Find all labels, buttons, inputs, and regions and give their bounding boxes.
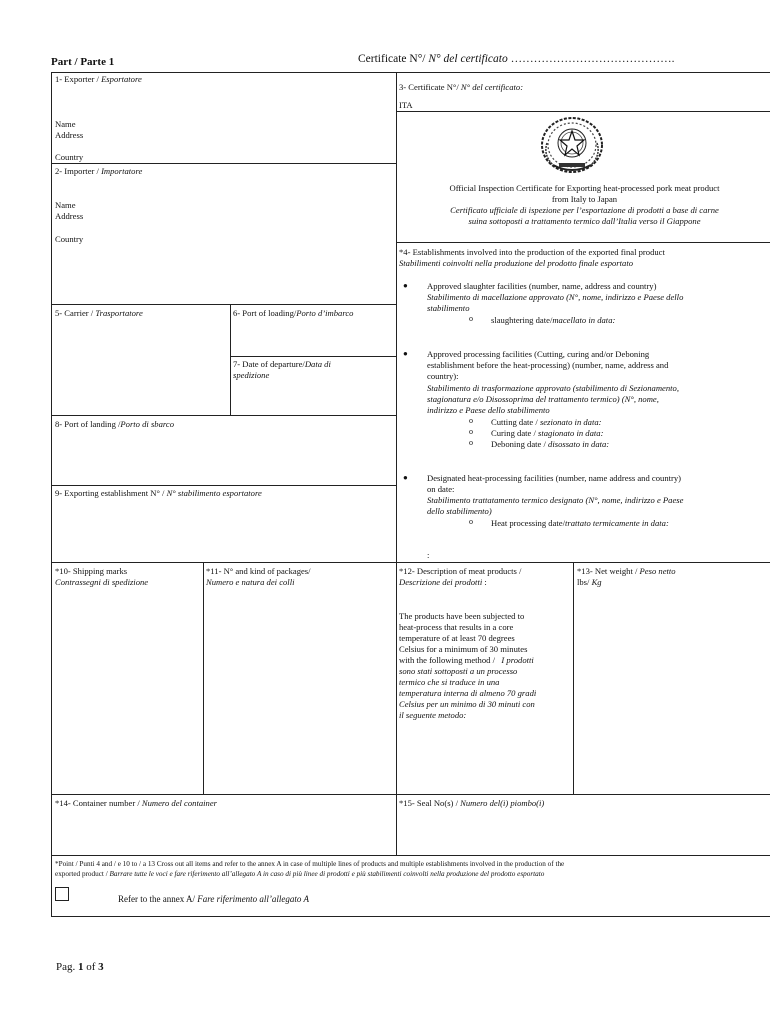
circle-bullet-icon: o <box>469 517 473 526</box>
box5-label: 5- Carrier / Trasportatore <box>55 308 143 318</box>
slaughter-facilities-en: Approved slaughter facilities (number, name, address and country) <box>427 281 657 291</box>
box1-label: 1- Exporter / Esportatore <box>55 74 142 84</box>
heat-processing-date: Heat processing date/trattato termicamente in data: <box>491 518 669 528</box>
certificate-number-header: Certificate N°/ N° del certificato ……………………………………. <box>358 53 675 65</box>
circle-bullet-icon: o <box>469 438 473 447</box>
line-6-7 <box>230 356 396 357</box>
divider-10-11 <box>203 562 204 794</box>
box2-address: Address <box>55 211 84 221</box>
bullet-icon: ● <box>403 349 408 358</box>
part-title: Part / Parte 1 <box>51 56 115 68</box>
box8-label: 8- Port of landing /Porto di sbarco <box>55 419 175 429</box>
line-8-9 <box>51 485 396 486</box>
heat-processing-facilities-en: Designated heat-processing facilities (number, name address and country) on date: <box>427 473 682 494</box>
processing-facilities-en: Approved processing facilities (Cutting, curing and/or Deboning establishment before the heat-processing) (number, name, address and country): <box>427 349 669 381</box>
slaughter-facilities-it: Stabilimento di macellazione approvato (N°, nome, indirizzo e Paese dello stabilimento <box>427 292 684 313</box>
deboning-date: Deboning date / disossato in data: <box>491 439 610 449</box>
curing-date: Curing date / stagionato in data: <box>491 428 604 438</box>
box7-label: 7- Date of departure/Data di spedizione <box>233 359 331 380</box>
certificate-title-it: Certificato ufficiale di ispezione per l’esportazione di prodotti a base di carne suina sottoposti a trattamento termico dall’Italia verso il Giappone <box>450 205 719 226</box>
box6-label: 6- Port of loading/Porto d’imbarco <box>233 308 354 318</box>
line-1-2 <box>51 163 396 164</box>
line-5-8 <box>51 415 396 416</box>
processing-facilities-it: Stabilimento di trasformazione approvato (stabilimento di Sezionamento, stagionatura e/o Disossoprima del trattamento termico) (N°, nome, indirizzo e Paese dello stabilimento <box>427 383 679 415</box>
line-title-4 <box>396 242 770 243</box>
line-13-14 <box>51 794 770 795</box>
cutting-date: Cutting date / sezionato in data: <box>491 417 602 427</box>
box3-value: ITA <box>399 100 413 110</box>
divider-12-13 <box>573 562 574 794</box>
box13-label: *13- Net weight / Peso netto lbs/ Kg <box>577 566 676 587</box>
box2-name: Name <box>55 200 76 210</box>
line-14-note <box>51 855 770 856</box>
box10-label: *10- Shipping marks Contrassegni di spedizione <box>55 566 149 587</box>
slaughtering-date: slaughtering date/macellato in data: <box>491 315 616 325</box>
box3-label: 3- Certificate N°/ N° del certificato: <box>399 82 524 92</box>
line-9-10 <box>51 562 770 563</box>
circle-bullet-icon: o <box>469 314 473 323</box>
divider-5-6 <box>230 304 231 415</box>
box4-label-it: Stabilimenti coinvolti nella produzione del prodotto finale esportato <box>399 258 633 268</box>
circle-bullet-icon: o <box>469 427 473 436</box>
box14-label: *14- Container number / Numero del container <box>55 798 217 808</box>
annex-label: Refer to the annex A/ Fare riferimento all’allegato A <box>118 894 309 904</box>
box4-label: *4- Establishments involved into the production of the exported final product <box>399 247 665 257</box>
annex-checkbox[interactable] <box>55 887 69 901</box>
box2-label: 2- Importer / Importatore <box>55 166 143 176</box>
bullet-icon: ● <box>403 281 408 290</box>
heat-processing-facilities-it: Stabilimento trattatamento termico designato (N°, nome, indirizzo e Paese dello stabilimento) <box>427 495 684 516</box>
box9-label: 9- Exporting establishment N° / N° stabilimento esportatore <box>55 488 262 498</box>
box15-label: *15- Seal No(s) / Numero del(i) piombo(i) <box>399 798 545 808</box>
certificate-title-en: Official Inspection Certificate for Exporting heat-processed pork meat product from Italy to Japan <box>449 183 720 204</box>
italian-republic-emblem-icon <box>537 113 607 177</box>
box12-description: The products have been subjected to heat-process that results in a core temperature of at least 70 degrees Celsius for a minimum of 30 minutes with the following method / I prodotti sono stati sottoposti a un processo termico che si traduce in una temperatura interna di almeno 70 gradi Celsius per un minimo di 30 minuti con il seguente metodo: <box>399 611 537 720</box>
box11-label: *11- N° and kind of packages/ Numero e natura dei colli <box>206 566 311 587</box>
box1-name: Name <box>55 119 76 129</box>
box12-label: *12- Description of meat products / Descrizione dei prodotti : <box>399 566 522 587</box>
circle-bullet-icon: o <box>469 416 473 425</box>
page-number: Pag. 1 of 3 <box>56 961 104 973</box>
line-2-5 <box>51 304 396 305</box>
line-3-emblem <box>396 111 770 112</box>
box1-country: Country <box>55 152 84 162</box>
box1-address: Address <box>55 130 84 140</box>
note-text: *Point / Punti 4 and / e 10 to / a 13 Cross out all items and refer to the annex A in case of multiple lines of products and multiple establishments involved in the production of the exported product / Barrare tutte le voci e fare riferimento all’allegato A in caso di più linee di prodotti e più stabilimenti coinvolti nella produzione del prodotto esportato <box>55 860 565 878</box>
bullet-icon: ● <box>403 473 408 482</box>
box4-colon: : <box>427 550 430 560</box>
box2-country: Country <box>55 234 84 244</box>
